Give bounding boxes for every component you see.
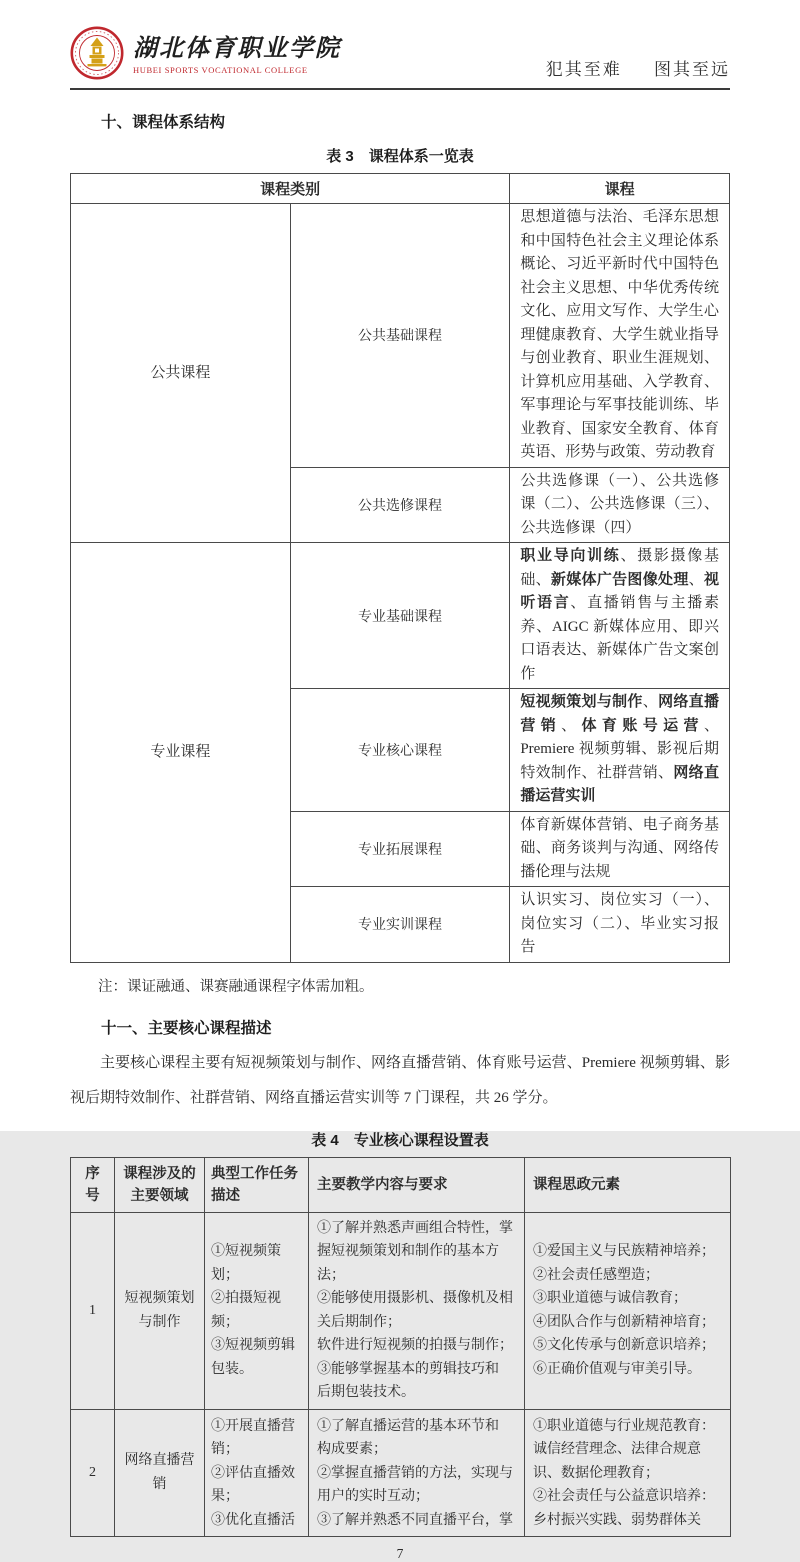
table3-category-major-basic: 专业基础课程 (290, 543, 510, 689)
college-name-zh: 湖北体育职业学院 (133, 35, 341, 62)
table3-note: 注：课证融通、课赛融通课程字体需加粗。 (98, 978, 374, 995)
table4-row2-content: ①了解直播运营的基本环节和 构成要素； ②掌握直播营销的方法，实现与 用户的实时互动； ③了解并熟悉不同直播平台，掌 (309, 1409, 525, 1537)
table-row (71, 204, 730, 468)
table3-category-public-basic: 公共基础课程 (290, 204, 510, 468)
table3-header-row (71, 174, 730, 204)
table4-row2-ideology: ①职业道德与行业规范教育： 诚信经营理念、法律合规意 识、数据伦理教育； ②社会责任与公益意识培养： 乡村振兴实践、弱势群体关 (525, 1409, 731, 1537)
page-number: 7 (396, 1546, 404, 1561)
table3-courses-major-extension: 体育新媒体营销、电子商务基础、商务谈判与沟通、网络传播伦理与法规 (510, 811, 730, 887)
table4-row1-no: 1 (71, 1212, 115, 1409)
motto-part2: 图其至远 (654, 60, 730, 79)
table3-category-major-core: 专业核心课程 (290, 689, 510, 812)
table3-courses-major-core: 短视频策划与制作、网络直播营销、体育账号运营、Premiere 视频剪辑、影视后期特效制作、社群营销、网络直播运营实训 (510, 689, 730, 812)
section-11-heading: 十一、主要核心课程描述 (101, 1019, 272, 1037)
table4-row2-no: 2 (71, 1409, 115, 1537)
college-logo (70, 26, 341, 85)
table3-courses-public-elective: 公共选修课（一）、公共选修课（二）、公共选修课（三）、公共选修课（四） (510, 467, 730, 543)
table-row (71, 1212, 731, 1409)
core-course-table (70, 1157, 731, 1538)
core-course-paragraph: 主要核心课程主要有短视频策划与制作、网络直播营销、体育账号运营、Premiere 视频剪辑、影视后期特效制作、社群营销、网络直播运营实训等 7 门课程，共 26 学分。 (70, 1054, 730, 1106)
table3-courses-public-basic: 思想道德与法治、毛泽东思想和中国特色社会主义理论体系概论、习近平新时代中国特色社会主义思想、中华优秀传统文化、应用文写作、大学生心理健康教育、大学生就业指导与创业教育、职业生涯规划、计算机应用基础、入学教育、军事理论与军事技能训练、毕业教育、国家安全教育、体育英语、形势与政策、劳动教育 (510, 204, 730, 468)
table3-header-category: 课程类别 (71, 174, 510, 204)
table-row (71, 1409, 731, 1537)
table3-category-major-extension: 专业拓展课程 (290, 811, 510, 887)
table-row (71, 543, 730, 689)
table4-header-area: 课程涉及的 主要领域 (115, 1157, 205, 1212)
table4-row2-area: 网络直播营 销 (115, 1409, 205, 1537)
table4-row1-area: 短视频策划 与制作 (115, 1212, 205, 1409)
table4-header-main: 主要教学内容与要求 (309, 1157, 525, 1212)
table4-row1-ideology: ①爱国主义与民族精神培养； ②社会责任感塑造； ③职业道德与诚信教育； ④团队合作与创新精神培育； ⑤文化传承与创新意识培养； ⑥正确价值观与审美引导。 (525, 1212, 731, 1409)
college-emblem-icon (70, 26, 124, 85)
table4-header-no: 序 号 (71, 1157, 115, 1212)
page-header (70, 0, 730, 85)
table4-header-task: 典型工作任务 描述 (205, 1157, 309, 1212)
header-divider (70, 88, 730, 90)
table4-row1-content: ①了解并熟悉声画组合特性，掌 握短视频策划和制作的基本方 法； ②能够使用摄影机、摄像机及相 关后期制作； 软件进行短视频的拍摄与制作； ③能够掌握基本的剪辑技巧和 后期包装技术。 (309, 1212, 525, 1409)
motto-part1: 犯其至难 (545, 60, 622, 79)
table4-caption: 表 4 专业核心课程设置表 (311, 1131, 489, 1149)
table3-group-public: 公共课程 (71, 204, 291, 543)
table4-row2-tasks: ①开展直播营 销； ②评估直播效 果； ③优化直播活 (205, 1409, 309, 1537)
table3-caption: 表 3 课程体系一览表 (326, 148, 474, 165)
table4-header-ideology: 课程思政元素 (525, 1157, 731, 1212)
table3-category-major-practice: 专业实训课程 (290, 887, 510, 963)
table3-header-course: 课程 (510, 174, 730, 204)
table4-row1-tasks: ①短视频策 划； ②拍摄短视 频； ③短视频剪辑 包装。 (205, 1212, 309, 1409)
college-name-en: HUBEI SPORTS VOCATIONAL COLLEGE (133, 65, 308, 76)
table3-category-public-elective: 公共选修课程 (290, 467, 510, 543)
table3-courses-major-basic: 职业导向训练、摄影摄像基础、新媒体广告图像处理、视听语言、直播销售与主播素养、AIGC 新媒体应用、即兴口语表达、新媒体广告文案创作 (510, 543, 730, 689)
section-10-heading: 十、课程体系结构 (101, 114, 226, 131)
table4-header-row (71, 1157, 731, 1212)
table3-courses-major-practice: 认识实习、岗位实习（一）、岗位实习（二）、毕业实习报告 (510, 887, 730, 963)
course-system-table (70, 173, 730, 963)
table3-group-major: 专业课程 (71, 543, 291, 963)
header-motto (546, 55, 730, 85)
